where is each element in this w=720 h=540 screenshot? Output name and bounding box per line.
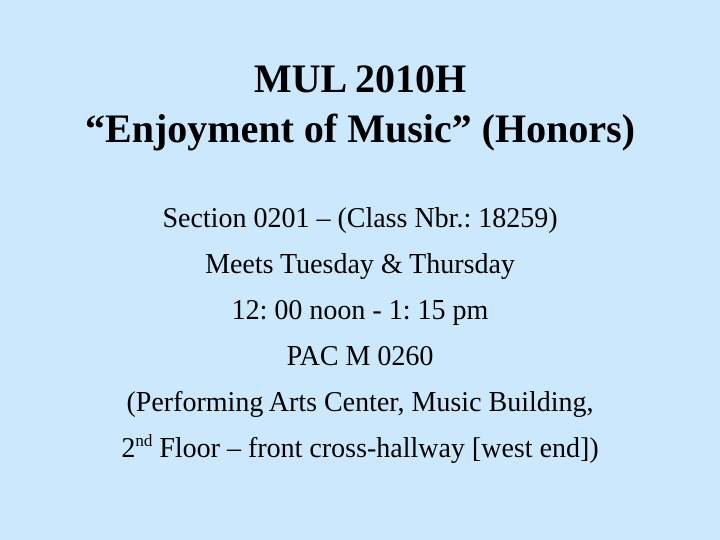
room-line: PAC M 0260 <box>286 341 434 372</box>
floor-description: Floor – front cross-hallway [west end]) <box>152 433 599 464</box>
course-code: MUL 2010H <box>253 56 467 101</box>
slide-body <box>0 196 708 472</box>
meeting-days-line: Meets Tuesday & Thursday <box>205 249 515 280</box>
floor-ordinal-suffix: nd <box>135 431 153 450</box>
building-line: (Performing Arts Center, Music Building, <box>126 387 594 418</box>
slide-title <box>0 54 720 154</box>
section-line: Section 0201 – (Class Nbr.: 18259) <box>162 203 558 234</box>
floor-number: 2 <box>121 433 136 464</box>
floor-line <box>12 426 708 472</box>
course-name: “Enjoyment of Music” (Honors) <box>85 106 635 151</box>
meeting-time-line: 12: 00 noon - 1: 15 pm <box>231 295 489 326</box>
